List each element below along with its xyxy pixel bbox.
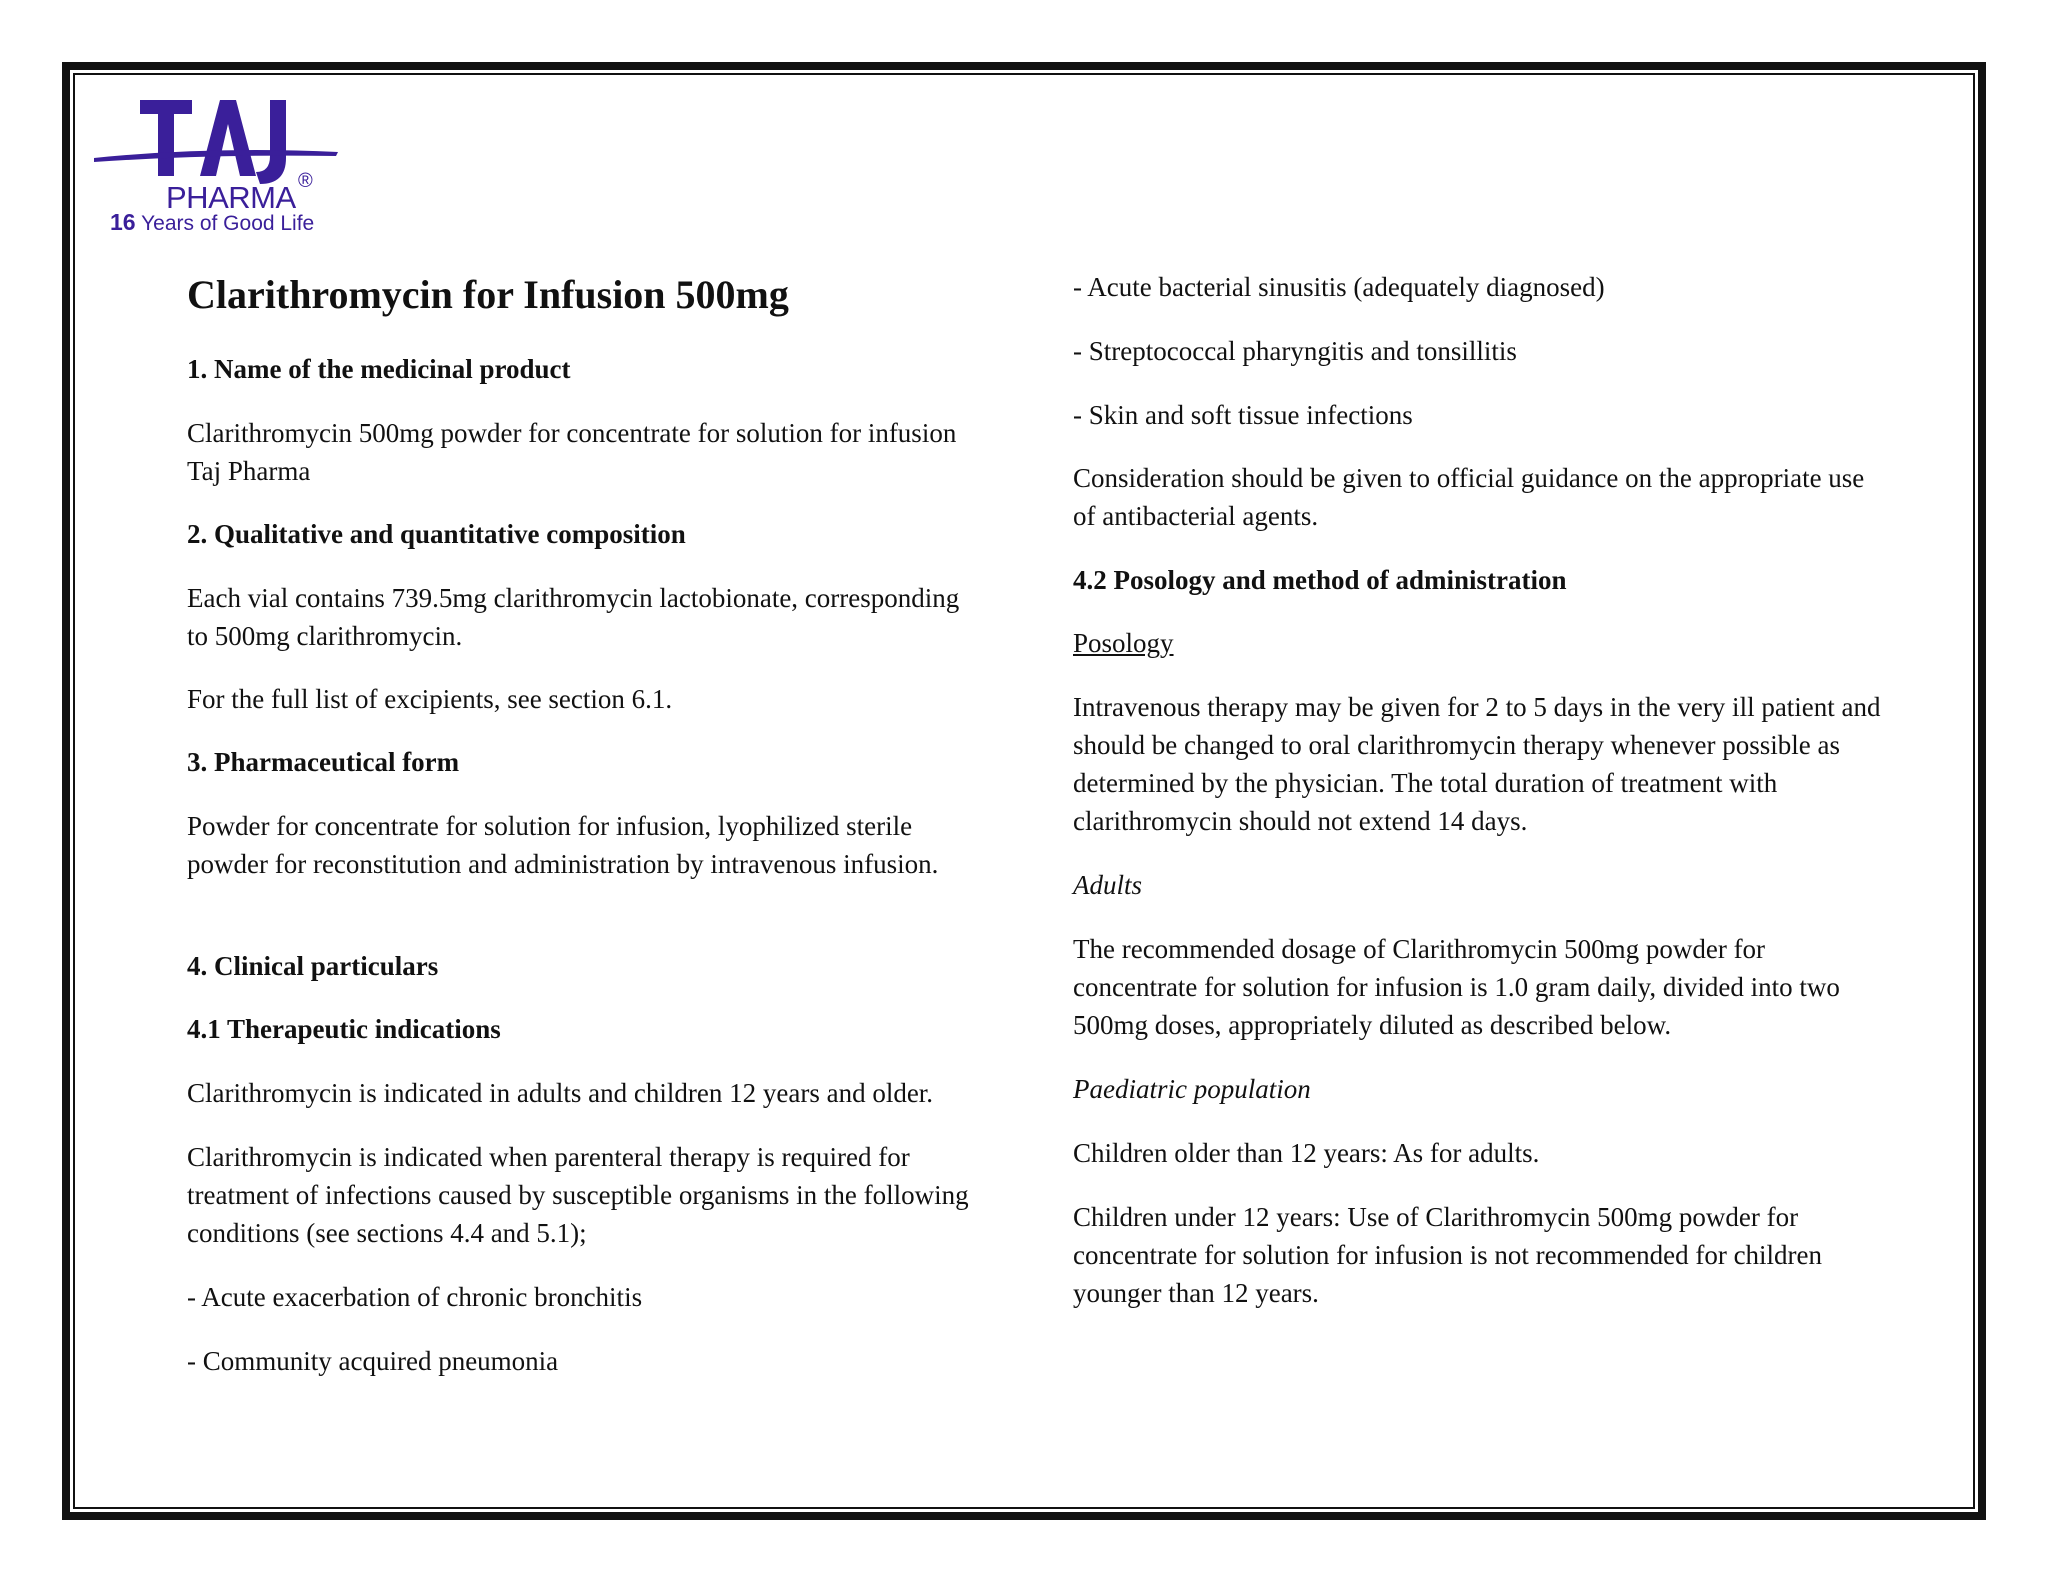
paragraph: Intravenous therapy may be given for 2 to 5 days in the very ill patient and should be changed to oral clarithromycin therapy whenever possible as determined by the physician. The total duration of treatment with clarithromycin should not extend 14 days. [1073,692,1881,836]
subheading-adults: Adults [1073,870,1143,900]
logo-tagline-text: Years of Good Life [141,212,315,235]
section-heading: 4.1 Therapeutic indications [187,1014,501,1044]
section-heading: 3. Pharmaceutical form [187,747,460,777]
paragraph: Clarithromycin is indicated in adults and children 12 years and older. [187,1078,934,1108]
paragraph: Clarithromycin 500mg powder for concentrate for solution for infusion Taj Pharma [187,418,957,486]
document-title: Clarithromycin for Infusion 500mg [187,272,789,317]
logo-tagline-number: 16 [110,209,136,235]
paragraph: Children older than 12 years: As for adults. [1073,1138,1540,1168]
paragraph: Powder for concentrate for solution for infusion, lyophilized sterile powder for reconstitution and administration by intravenous infusion. [187,811,939,879]
list-item: - Skin and soft tissue infections [1073,400,1413,430]
paragraph: Children under 12 years: Use of Clarithromycin 500mg powder for concentrate for solution for infusion is not recommended for children younger than 12 years. [1073,1202,1823,1308]
list-item: - Streptococcal pharyngitis and tonsillitis [1073,336,1517,366]
section-heading: 4.2 Posology and method of administration [1073,565,1567,595]
registered-mark: ® [298,170,313,192]
section-heading: 1. Name of the medicinal product [187,354,571,384]
section-heading: 4. Clinical particulars [187,951,439,981]
taj-pharma-logo [92,96,352,236]
subheading-posology: Posology [1073,628,1174,658]
logo-pharma-text: PHARMA [166,180,296,215]
list-item: - Community acquired pneumonia [187,1346,559,1376]
paragraph: Clarithromycin is indicated when parenteral therapy is required for treatment of infections caused by susceptible organisms in the following conditions (see sections 4.4 and 5.1); [187,1142,969,1248]
list-item: - Acute exacerbation of chronic bronchitis [187,1282,643,1312]
paragraph: Consideration should be given to official guidance on the appropriate use of antibacterial agents. [1073,463,1865,531]
paragraph: Each vial contains 739.5mg clarithromycin lactobionate, corresponding to 500mg clarithromycin. [187,583,960,651]
paragraph: The recommended dosage of Clarithromycin 500mg powder for concentrate for solution for infusion is 1.0 gram daily, divided into two 500mg doses, appropriately diluted as described below. [1073,934,1840,1040]
paragraph: For the full list of excipients, see section 6.1. [187,684,673,714]
section-heading: 2. Qualitative and quantitative composition [187,519,686,549]
subheading-paediatric: Paediatric population [1073,1074,1311,1104]
list-item: - Acute bacterial sinusitis (adequately diagnosed) [1073,272,1605,302]
logo-tagline [110,209,314,236]
